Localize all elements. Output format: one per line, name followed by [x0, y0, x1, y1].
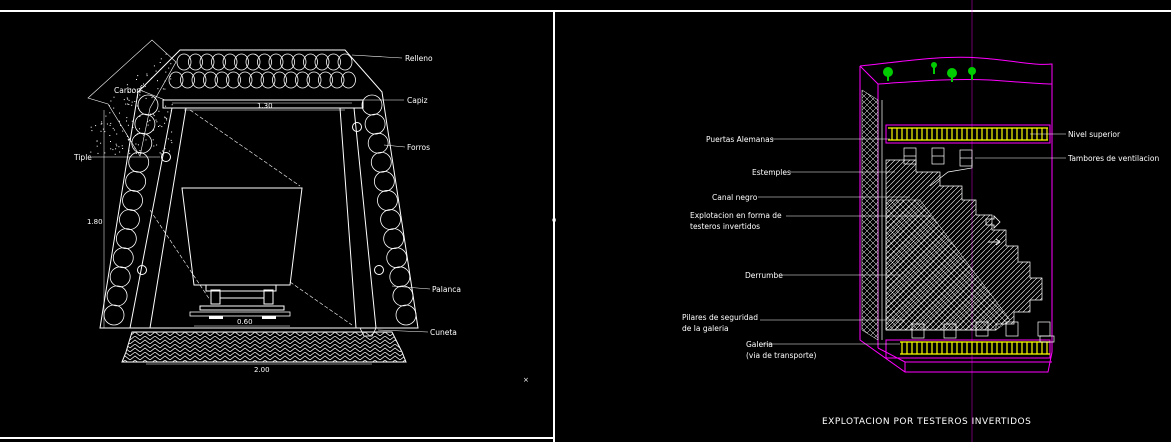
- relleno-circles: [169, 54, 356, 88]
- label-tiple: Tiple: [74, 153, 92, 162]
- mine-cart: [182, 188, 302, 319]
- tunnel-cross-section: [73, 40, 556, 384]
- stope-block: [682, 57, 1159, 427]
- drawing-caption: EXPLOTACION POR TESTEROS INVERTIDOS: [822, 417, 1032, 427]
- label-puertas-alemanas: Puertas Alemanas: [706, 135, 774, 144]
- dim-top-width: 1.30: [257, 102, 273, 110]
- label-explotacion-2: testeros invertidos: [690, 222, 761, 231]
- label-galeria-2: (via de transporte): [746, 351, 817, 360]
- label-canal-negro: Canal negro: [712, 193, 758, 202]
- label-relleno: Relleno: [405, 54, 433, 63]
- label-cuneta: Cuneta: [430, 328, 457, 337]
- label-palanca: Palanca: [432, 285, 461, 294]
- label-nivel-superior: Nivel superior: [1068, 130, 1121, 139]
- label-estemples: Estemples: [752, 168, 791, 177]
- label-carbon: Carbon: [114, 86, 142, 95]
- label-capiz: Capiz: [407, 96, 428, 105]
- svg-text:o: o: [552, 216, 557, 224]
- label-derrumbe: Derrumbe: [745, 271, 783, 280]
- label-pilares-1: Pilares de seguridad: [682, 313, 759, 322]
- label-explotacion-1: Explotacion en forma de: [690, 211, 782, 220]
- dim-rail-width: 0.60: [237, 318, 253, 326]
- svg-text:×: ×: [523, 376, 529, 384]
- dim-base-width: 2.00: [254, 366, 270, 374]
- trees: [883, 62, 976, 82]
- dim-height: 1.80: [87, 218, 103, 226]
- label-forros: Forros: [407, 143, 431, 152]
- coal-seam: [88, 40, 176, 156]
- label-galeria-1: Galeria: [746, 340, 773, 349]
- label-pilares-2: de la galeria: [682, 324, 729, 333]
- label-tambores: Tambores de ventilacion: [1068, 154, 1160, 163]
